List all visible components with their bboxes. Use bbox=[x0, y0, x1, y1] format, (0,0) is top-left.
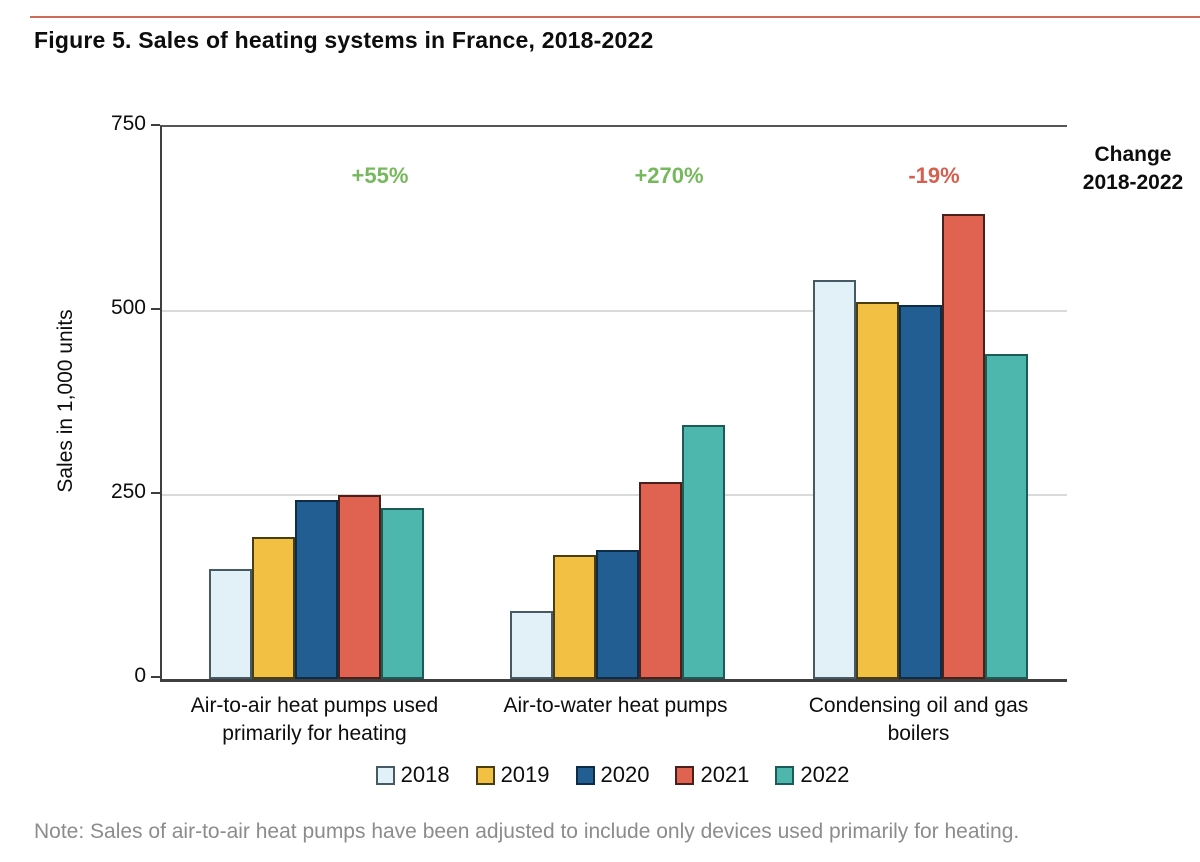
category-label-3 bbox=[749, 692, 1089, 749]
y-tick-label-750: 750 bbox=[110, 112, 146, 135]
legend-swatch-2018 bbox=[376, 766, 395, 785]
bar-group-2 bbox=[510, 425, 725, 679]
legend-label-2021: 2021 bbox=[700, 762, 750, 787]
bar-2019-group1 bbox=[252, 537, 295, 679]
y-tick-label-250: 250 bbox=[110, 480, 146, 503]
legend-label-2020: 2020 bbox=[600, 762, 650, 787]
change-period-label bbox=[1068, 141, 1198, 198]
y-axis-title: Sales in 1,000 units bbox=[54, 309, 77, 493]
change-annotation-2: +270% bbox=[634, 163, 704, 188]
y-tick-mark-500 bbox=[151, 308, 160, 310]
category-label-line: boilers bbox=[887, 722, 950, 746]
legend-swatch-2019 bbox=[476, 766, 495, 785]
y-tick-label-0: 0 bbox=[134, 664, 146, 687]
y-tick-label-500: 500 bbox=[110, 296, 146, 319]
legend-label-2018: 2018 bbox=[400, 762, 450, 787]
legend-item-2020 bbox=[576, 762, 650, 788]
legend-label-2019: 2019 bbox=[500, 762, 550, 787]
category-label-1 bbox=[145, 692, 485, 749]
legend-item-2022 bbox=[775, 762, 849, 788]
bar-2019-group2 bbox=[553, 555, 596, 679]
accent-rule bbox=[30, 16, 1200, 18]
bar-2021-group3 bbox=[942, 214, 985, 679]
bar-group-1 bbox=[209, 495, 424, 679]
bar-2020-group2 bbox=[596, 550, 639, 679]
change-annotation-3: -19% bbox=[908, 163, 960, 188]
category-label-line: Condensing oil and gas bbox=[808, 694, 1029, 717]
legend-swatch-2022 bbox=[775, 766, 794, 785]
bar-2022-group2 bbox=[682, 425, 725, 679]
y-tick-mark-0 bbox=[151, 676, 160, 678]
legend-item-2018 bbox=[376, 762, 450, 788]
category-label-2 bbox=[446, 692, 786, 720]
bar-2018-group1 bbox=[209, 569, 252, 679]
bar-2022-group1 bbox=[381, 508, 424, 679]
y-tick-mark-250 bbox=[151, 492, 160, 494]
legend-label-2022: 2022 bbox=[800, 762, 850, 787]
plot-area bbox=[160, 125, 1067, 682]
legend-item-2019 bbox=[476, 762, 550, 788]
category-label-line: primarily for heating bbox=[222, 722, 407, 746]
footnote: Note: Sales of air-to-air heat pumps have been adjusted to include only devices used primarily for heating. bbox=[34, 820, 1020, 843]
bar-2022-group3 bbox=[985, 354, 1028, 679]
change-annotation-1: +55% bbox=[351, 163, 409, 188]
category-label-line: Air-to-air heat pumps used bbox=[190, 694, 439, 717]
change-label-line: Change bbox=[1094, 143, 1172, 166]
bar-2019-group3 bbox=[856, 302, 899, 679]
bar-2020-group3 bbox=[899, 305, 942, 679]
category-label-line: Air-to-water heat pumps bbox=[503, 694, 728, 717]
change-label-line: 2018-2022 bbox=[1082, 171, 1184, 195]
figure-title: Figure 5. Sales of heating systems in France, 2018-2022 bbox=[34, 27, 654, 53]
legend-swatch-2021 bbox=[675, 766, 694, 785]
legend-swatch-2020 bbox=[576, 766, 595, 785]
legend-item-2021 bbox=[675, 762, 749, 788]
bar-2018-group3 bbox=[813, 280, 856, 679]
legend bbox=[160, 762, 1065, 788]
bar-group-3 bbox=[813, 214, 1028, 679]
bar-2021-group2 bbox=[639, 482, 682, 679]
bar-2020-group1 bbox=[295, 500, 338, 679]
y-tick-mark-750 bbox=[151, 124, 160, 126]
bar-2021-group1 bbox=[338, 495, 381, 679]
bar-2018-group2 bbox=[510, 611, 553, 679]
